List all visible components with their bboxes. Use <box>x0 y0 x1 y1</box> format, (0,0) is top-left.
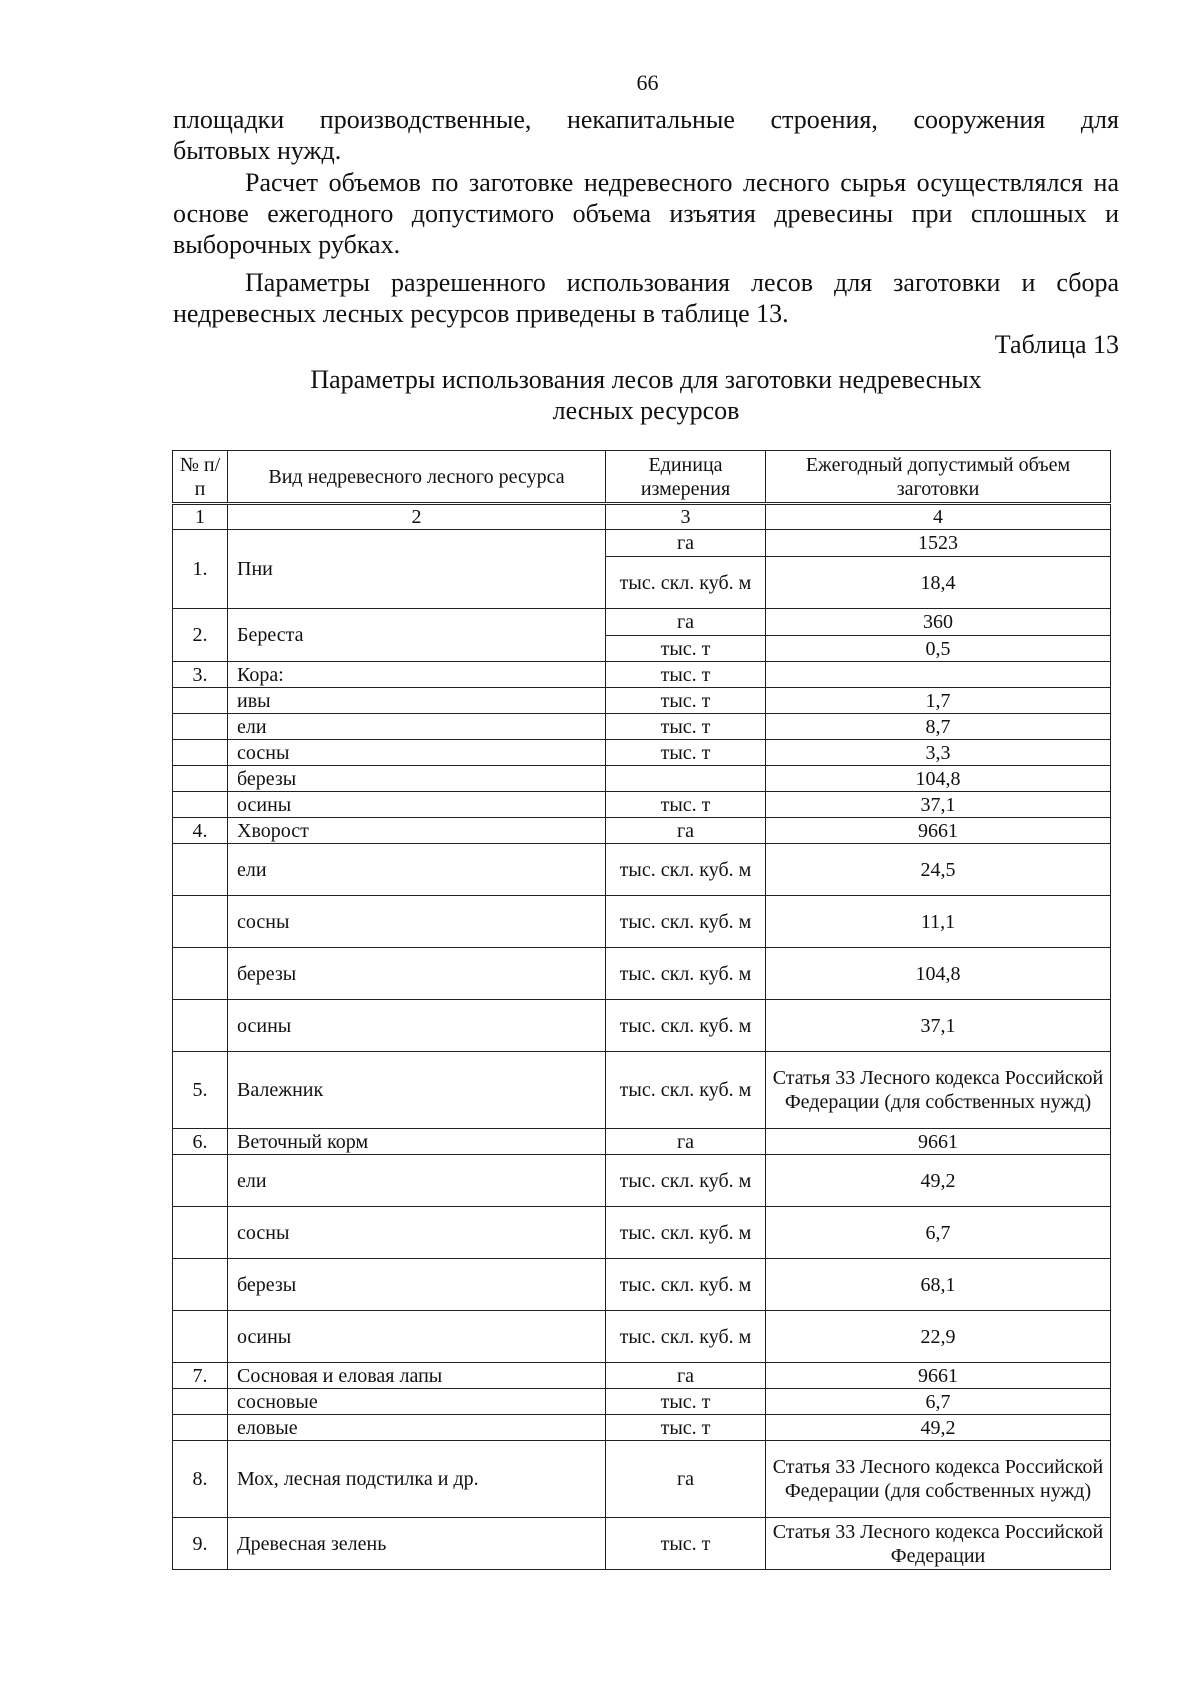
table-row <box>173 1259 1111 1311</box>
volume-cell: 104,8 <box>766 948 1111 1000</box>
row-number <box>173 1389 228 1415</box>
volume-cell <box>766 662 1111 688</box>
page-number: 66 <box>636 70 659 95</box>
column-number: 4 <box>766 504 1111 530</box>
volume-cell: Статья 33 Лесного кодекса Российской Федерации (для собственных нужд) <box>766 1052 1111 1129</box>
resource-name: Хворост <box>228 818 606 844</box>
volume-cell: Статья 33 Лесного кодекса Российской Федерации (для собственных нужд) <box>766 1441 1111 1518</box>
header-unit: Единица измерения <box>606 451 766 504</box>
volume-cell: 8,7 <box>766 714 1111 740</box>
paragraph-1-line-2: бытовых нужд. <box>173 136 342 165</box>
resource-name: Валежник <box>228 1052 606 1129</box>
resource-name: еловые <box>228 1415 606 1441</box>
volume-cell: 49,2 <box>766 1415 1111 1441</box>
unit-cell: га <box>606 609 766 636</box>
volume-cell: 37,1 <box>766 792 1111 818</box>
unit-cell: тыс. т <box>606 792 766 818</box>
row-number <box>173 1207 228 1259</box>
row-number: 1. <box>173 530 228 609</box>
table-row <box>173 714 1111 740</box>
volume-cell: 9661 <box>766 1363 1111 1389</box>
row-number: 3. <box>173 662 228 688</box>
table-header-row <box>173 451 1111 504</box>
table-row <box>173 766 1111 792</box>
volume-cell: 49,2 <box>766 1155 1111 1207</box>
unit-cell: тыс. т <box>606 662 766 688</box>
unit-cell: тыс. скл. куб. м <box>606 1207 766 1259</box>
row-number: 7. <box>173 1363 228 1389</box>
row-number <box>173 1259 228 1311</box>
row-number <box>173 896 228 948</box>
table-row <box>173 818 1111 844</box>
unit-cell: тыс. скл. куб. м <box>606 896 766 948</box>
resource-name: осины <box>228 1311 606 1363</box>
table-row <box>173 1441 1111 1518</box>
paragraph-1-line-1: площадки производственные, некапитальные строения, сооружения для <box>173 105 1119 134</box>
row-number <box>173 766 228 792</box>
unit-cell: тыс. т <box>606 1415 766 1441</box>
resource-name: Сосновая и еловая лапы <box>228 1363 606 1389</box>
row-number <box>173 714 228 740</box>
table-row <box>173 740 1111 766</box>
volume-cell: 11,1 <box>766 896 1111 948</box>
table-row <box>173 688 1111 714</box>
row-number <box>173 740 228 766</box>
unit-cell: тыс. т <box>606 740 766 766</box>
resource-name: Древесная зелень <box>228 1518 606 1570</box>
table-row <box>173 530 1111 557</box>
header-resource: Вид недревесного лесного ресурса <box>228 451 606 504</box>
header-no: № п/п <box>173 451 228 504</box>
volume-cell: 1,7 <box>766 688 1111 714</box>
volume-cell: 104,8 <box>766 766 1111 792</box>
table-row <box>173 1155 1111 1207</box>
row-number <box>173 844 228 896</box>
row-number: 9. <box>173 1518 228 1570</box>
table-row <box>173 1311 1111 1363</box>
paragraph-1 <box>173 104 1119 166</box>
resource-name: осины <box>228 1000 606 1052</box>
table-row <box>173 1129 1111 1155</box>
table-number-label: Таблица 13 <box>994 330 1119 359</box>
resource-name: ели <box>228 1155 606 1207</box>
table-title-line-2: лесных ресурсов <box>552 396 740 425</box>
table-row <box>173 662 1111 688</box>
resource-name: Пни <box>228 530 606 609</box>
unit-cell: тыс. т <box>606 1389 766 1415</box>
column-number-row <box>173 504 1111 530</box>
unit-cell: тыс. т <box>606 1518 766 1570</box>
unit-cell: тыс. скл. куб. м <box>606 557 766 609</box>
table-title <box>173 364 1119 426</box>
resource-name: Веточный корм <box>228 1129 606 1155</box>
row-number: 4. <box>173 818 228 844</box>
unit-cell: тыс. скл. куб. м <box>606 1052 766 1129</box>
table-title-line-1: Параметры использования лесов для заготовки недревесных <box>310 365 982 394</box>
volume-cell: 68,1 <box>766 1259 1111 1311</box>
unit-cell: тыс. скл. куб. м <box>606 1000 766 1052</box>
row-number <box>173 792 228 818</box>
resource-name: березы <box>228 948 606 1000</box>
row-number <box>173 1000 228 1052</box>
unit-cell: тыс. т <box>606 714 766 740</box>
row-number <box>173 1415 228 1441</box>
paragraph-3: Параметры разрешенного использования лесов для заготовки и сбора недревесных лесных ресурсов приведены в таблице 13. <box>173 268 1119 328</box>
unit-cell: тыс. скл. куб. м <box>606 1311 766 1363</box>
resource-name: березы <box>228 1259 606 1311</box>
unit-cell <box>606 766 766 792</box>
table-row <box>173 792 1111 818</box>
column-number: 1 <box>173 504 228 530</box>
table-row <box>173 844 1111 896</box>
table-row <box>173 1389 1111 1415</box>
row-number: 2. <box>173 609 228 662</box>
unit-cell: тыс. скл. куб. м <box>606 844 766 896</box>
row-number: 8. <box>173 1441 228 1518</box>
volume-cell: 9661 <box>766 818 1111 844</box>
volume-cell: 1523 <box>766 530 1111 557</box>
volume-cell: Статья 33 Лесного кодекса Российской Федерации <box>766 1518 1111 1570</box>
row-number: 5. <box>173 1052 228 1129</box>
resource-name: ели <box>228 714 606 740</box>
unit-cell: га <box>606 1441 766 1518</box>
table-row <box>173 1000 1111 1052</box>
resource-name: сосны <box>228 740 606 766</box>
column-number: 2 <box>228 504 606 530</box>
resource-name: ивы <box>228 688 606 714</box>
table-row <box>173 948 1111 1000</box>
table-row <box>173 1415 1111 1441</box>
resource-name: березы <box>228 766 606 792</box>
paragraph-2: Расчет объемов по заготовке недревесного лесного сырья осуществлялся на основе ежегодного допустимого объема изъятия древесины при сплошных и выборочных рубках. <box>173 168 1119 259</box>
header-volume: Ежегодный допустимый объем заготовки <box>766 451 1111 504</box>
volume-cell: 6,7 <box>766 1207 1111 1259</box>
column-number: 3 <box>606 504 766 530</box>
resource-name: Мох, лесная подстилка и др. <box>228 1441 606 1518</box>
unit-cell: тыс. т <box>606 688 766 714</box>
volume-cell: 6,7 <box>766 1389 1111 1415</box>
volume-cell: 360 <box>766 609 1111 636</box>
unit-cell: га <box>606 818 766 844</box>
resource-name: сосны <box>228 1207 606 1259</box>
volume-cell: 37,1 <box>766 1000 1111 1052</box>
resource-name: сосны <box>228 896 606 948</box>
table-row <box>173 1052 1111 1129</box>
unit-cell: тыс. скл. куб. м <box>606 948 766 1000</box>
unit-cell: га <box>606 1129 766 1155</box>
unit-cell: тыс. скл. куб. м <box>606 1155 766 1207</box>
volume-cell: 18,4 <box>766 557 1111 609</box>
table-row <box>173 896 1111 948</box>
row-number: 6. <box>173 1129 228 1155</box>
volume-cell: 24,5 <box>766 844 1111 896</box>
resources-table <box>172 450 1111 1570</box>
unit-cell: тыс. скл. куб. м <box>606 1259 766 1311</box>
row-number <box>173 688 228 714</box>
volume-cell: 3,3 <box>766 740 1111 766</box>
volume-cell: 9661 <box>766 1129 1111 1155</box>
table-row <box>173 1518 1111 1570</box>
resource-name: ели <box>228 844 606 896</box>
table-row <box>173 609 1111 636</box>
resource-name: осины <box>228 792 606 818</box>
resource-name: сосновые <box>228 1389 606 1415</box>
table-row <box>173 1363 1111 1389</box>
unit-cell: га <box>606 1363 766 1389</box>
resource-name: Кора: <box>228 662 606 688</box>
volume-cell: 0,5 <box>766 636 1111 662</box>
volume-cell: 22,9 <box>766 1311 1111 1363</box>
resource-name: Береста <box>228 609 606 662</box>
row-number <box>173 1155 228 1207</box>
unit-cell: га <box>606 530 766 557</box>
unit-cell: тыс. т <box>606 636 766 662</box>
row-number <box>173 948 228 1000</box>
row-number <box>173 1311 228 1363</box>
table-row <box>173 1207 1111 1259</box>
